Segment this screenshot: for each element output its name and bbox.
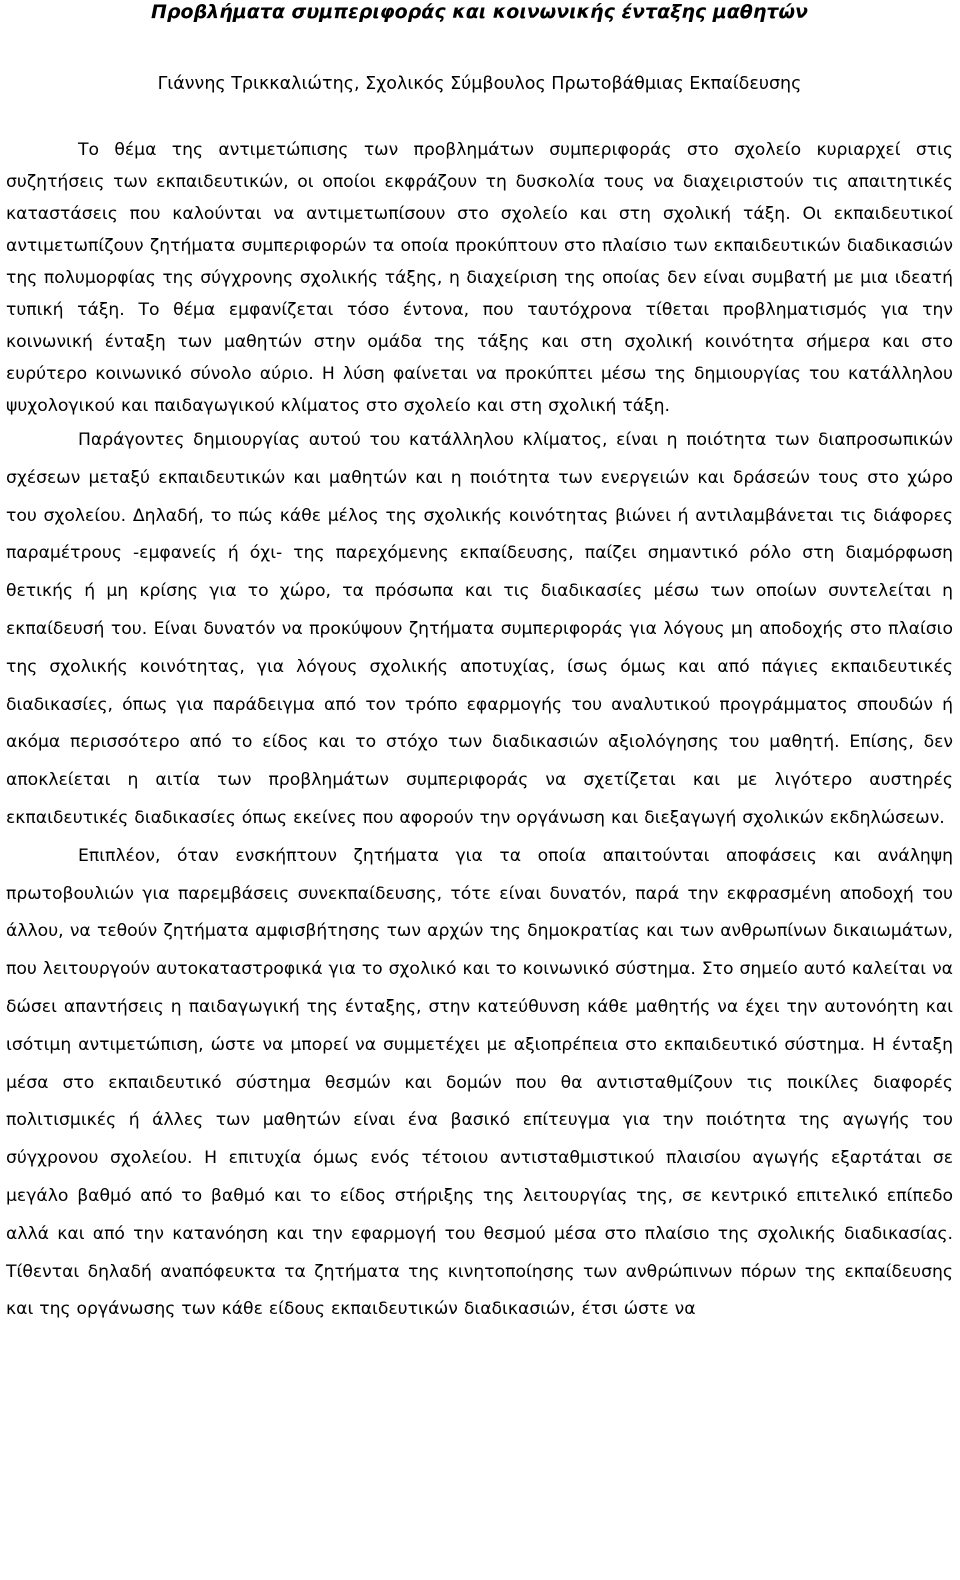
document-author: Γιάννης Τρικκαλιώτης, Σχολικός Σύμβουλος Πρωτοβάθμιας Εκπαίδευσης bbox=[157, 74, 802, 94]
paragraph-2: Παράγοντες δημιουργίας αυτού του κατάλληλου κλίματος, είναι η ποιότητα των διαπροσωπικών σχέσεων μεταξύ εκπαιδευτικών και μαθητών και η ποιότητα των ενεργειών και δράσεών τους στο χώρο του σχολείου. Δηλαδή, το πώς κάθε μέλος της σχολικής κοινότητας βιώνει ή αντιλαμβάνεται τις διάφορες παραμέτρους -εμφανείς ή όχι- της παρεχόμενης εκπαίδευσης, παίζει σημαντικό ρόλο στη διαμόρφωση θετικής ή μη κρίσης για το χώρο, τα πρόσωπα και τις διαδικασίες μέσω των οποίων συντελείται η εκπαίδευσή του. Είναι δυνατόν να προκύψουν ζητήματα συμπεριφοράς για λόγους μη αποδοχής στο πλαίσιο της σχολικής κοινότητας, για λόγους σχολικής αποτυχίας, ίσως όμως και από πάγιες εκπαιδευτικές διαδικασίες, όπως για παράδειγμα από τον τρόπο εφαρμογής του αναλυτικού προγράμματος σπουδών ή ακόμα περισσότερο από το είδος και το στόχο των διαδικασιών αξιολόγησης του μαθητή. Επίσης, δεν αποκλείεται η αιτία των προβλημάτων συμπεριφοράς να σχετίζεται και με λιγότερο αυστηρές εκπαιδευτικές διαδικασίες όπως εκείνες που αφορούν την οργάνωση και διεξαγωγή σχολικών εκδηλώσεων. bbox=[6, 430, 953, 828]
paragraph-3: Επιπλέον, όταν ενσκήπτουν ζητήματα για τα οποία απαιτούνται αποφάσεις και ανάληψη πρωτοβουλιών για παρεμβάσεις συνεκπαίδευσης, τότε είναι δυνατόν, παρά την εκφρασμένη αποδοχή του άλλου, να τεθούν ζητήματα αμφισβήτησης των αρχών της δημοκρατίας και των ανθρωπίνων δικαιωμάτων, που λειτουργούν αυτοκαταστροφικά για το σχολικό και το κοινωνικό σύστημα. Στο σημείο αυτό καλείται να δώσει απαντήσεις η παιδαγωγική της ένταξης, στην κατεύθυνση κάθε μαθητής να έχει την αυτονόητη και ισότιμη αντιμετώπιση, ώστε να μπορεί να συμμετέχει με αξιοπρέπεια στο εκπαιδευτικό σύστημα. Η ένταξη μέσα στο εκπαιδευτικό σύστημα θεσμών και δομών που θα αντισταθμίζουν τις ποικίλες διαφορές πολιτισμικές ή άλλες των μαθητών είναι ένα βασικό επίτευγμα για την ποιότητα της αγωγής του σύγχρονου σχολείου. Η επιτυχία όμως ενός τέτοιου αντισταθμιστικού πλαισίου αγωγής εξαρτάται σε μεγάλο βαθμό από το βαθμό και το είδος στήριξης της λειτουργίας της, σε κεντρικό επιτελικό επίπεδο αλλά και από την κατανόηση και την εφαρμογή του θεσμού μέσα στο πλαίσιο της σχολικής διαδικασίας. Τίθενται δηλαδή αναπόφευκτα τα ζητήματα της κινητοποίησης των ανθρώπινων πόρων της εκπαίδευσης και της οργάνωσης των κάθε είδους εκπαιδευτικών διαδικασιών, έτσι ώστε να bbox=[6, 845, 953, 1320]
paragraph-1: Το θέμα της αντιμετώπισης των προβλημάτων συμπεριφοράς στο σχολείο κυριαρχεί στις συζητήσεις των εκπαιδευτικών, οι οποίοι εκφράζουν τη δυσκολία τους να διαχειριστούν τις απαιτητικές καταστάσεις που καλούνται να αντιμετωπίσουν στο σχολείο και στη σχολική τάξη. Οι εκπαιδευτικοί αντιμετωπίζουν ζητήματα συμπεριφορών τα οποία προκύπτουν στο πλαίσιο των εκπαιδευτικών διαδικασιών της πολυμορφίας της σύγχρονης σχολικής τάξης, η διαχείριση της οποίας δεν είναι συμβατή με μια ιδεατή τυπική τάξη. Το θέμα εμφανίζεται τόσο έντονα, που ταυτόχρονα τίθεται προβληματισμός για την κοινωνική ένταξη των μαθητών στην ομάδα της τάξης και στη σχολική κοινότητα σήμερα και στο ευρύτερο κοινωνικό σύνολο αύριο. Η λύση φαίνεται να προκύπτει μέσω της δημιουργίας του κατάλληλου ψυχολογικού και παιδαγωγικού κλίματος στο σχολείο και στη σχολική τάξη. bbox=[6, 140, 953, 416]
document-body bbox=[6, 134, 953, 1329]
document-title: Προβλήματα συμπεριφοράς και κοινωνικής ένταξης μαθητών bbox=[151, 1, 808, 23]
